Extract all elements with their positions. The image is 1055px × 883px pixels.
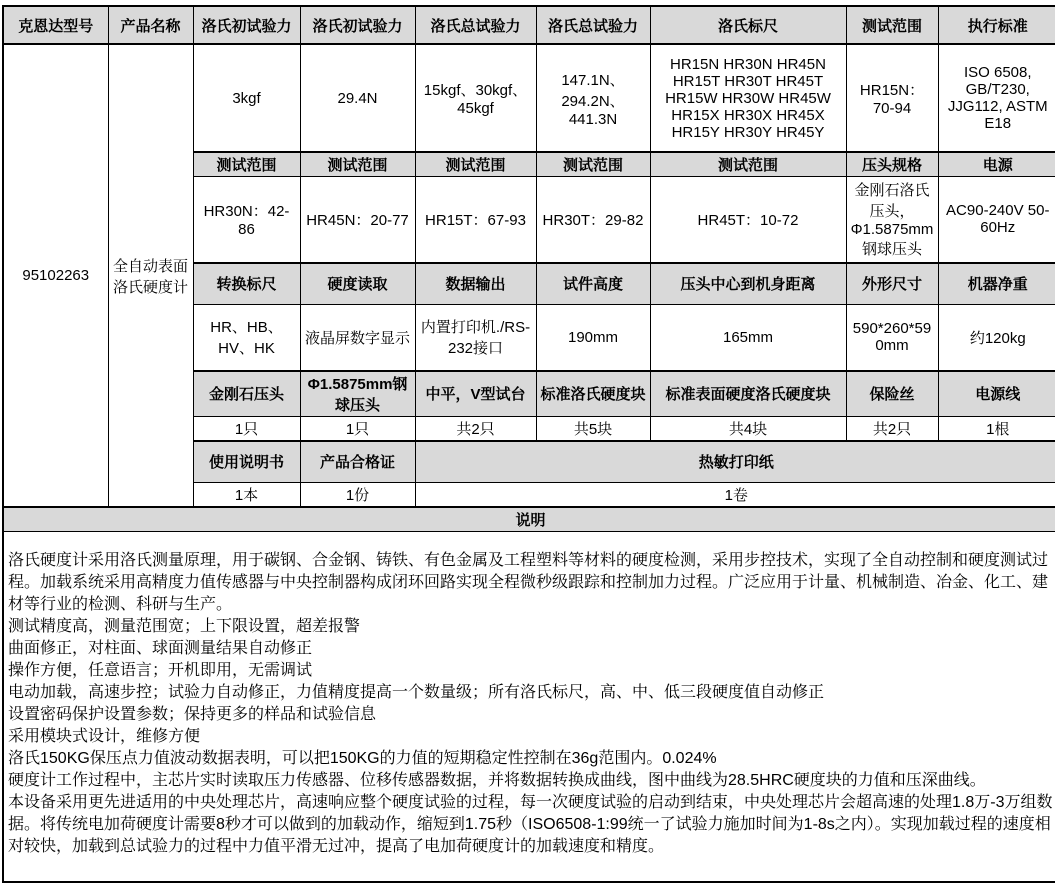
- col-header-initial-force-n: 洛氏初试验力: [300, 6, 415, 44]
- hdr-specimen-height: 试件高度: [536, 263, 650, 305]
- indenter-spec-cell: 金刚石洛氏压头，Φ1.5875mm钢球压头: [846, 177, 938, 263]
- notes-paragraph: 操作方便，任意语言；开机即用，无需调试: [8, 662, 313, 679]
- hdr-user-manual: 使用说明书: [193, 441, 300, 483]
- col-header-standards: 执行标准: [938, 6, 1055, 44]
- power-supply-cell: AC90-240V 50-60Hz: [938, 177, 1055, 263]
- ball-indenter-qty-cell: 1只: [300, 416, 415, 441]
- hdr-hardness-reading: 硬度读取: [300, 263, 415, 305]
- hdr-indenter-spec: 压头规格: [846, 152, 938, 177]
- user-manual-qty-cell: 1本: [193, 483, 300, 508]
- throat-depth-cell: 165mm: [650, 305, 846, 371]
- hdr-power-cord: 电源线: [938, 371, 1055, 417]
- notes-paragraph: 电动加载，高速步控；试验力自动修正，力值精度提高一个数量级；所有洛氏标尺，高、中、低三段硬度值自动修正: [8, 684, 825, 701]
- col-header-total-force-kgf: 洛氏总试验力: [415, 6, 536, 44]
- product-spec-table: [2, 5, 1055, 883]
- net-weight-cell: 约120kg: [938, 305, 1055, 371]
- notes-paragraph: 本设备采用更先进适用的中央处理芯片，高速响应整个硬度试验的过程，每一次硬度试验的启动到结束，中央处理芯片会超高速的处理1.8万-3万组数据。将传统电加荷硬度计需要8秒才可以做到的加载动作，缩短到1.75秒（ISO6508-1:99统一了试验力施加时间为1-8s之内）。实现加载过程的速度相对较快，加载到总试验力的过程中力值平滑无过冲，提高了电加荷硬度计的加载速度和精度。: [8, 794, 1053, 855]
- notes-paragraph: 采用模块式设计，维修方便: [8, 728, 201, 745]
- test-tables-qty-cell: 共2只: [415, 416, 536, 441]
- initial-force-kgf-cell: 3kgf: [193, 44, 300, 152]
- initial-force-n-cell: 29.4N: [300, 44, 415, 152]
- notes-body: [3, 532, 1055, 882]
- range-hr45t-cell: HR45T：10-72: [650, 177, 846, 263]
- hdr-ball-indenter: Φ1.5875mm钢球压头: [300, 371, 415, 417]
- notes-title: 说明: [3, 507, 1055, 532]
- dimensions-cell: 590*260*590mm: [846, 305, 938, 371]
- range-hr15t-cell: HR15T：67-93: [415, 177, 536, 263]
- spec-row-forces: [3, 44, 1055, 152]
- hdr-fuse: 保险丝: [846, 371, 938, 417]
- hdr-diamond-indenter: 金刚石压头: [193, 371, 300, 417]
- notes-title-row: [3, 507, 1055, 532]
- hdr-certificate: 产品合格证: [300, 441, 415, 483]
- total-force-kgf-cell: 15kgf、30kgf、45kgf: [415, 44, 536, 152]
- conversion-scales-cell: HR、HB、HV、HK: [193, 305, 300, 371]
- range-hr30t-cell: HR30T：29-82: [536, 177, 650, 263]
- hdr-dimensions: 外形尺寸: [846, 263, 938, 305]
- power-cord-qty-cell: 1根: [938, 416, 1055, 441]
- notes-paragraph: 曲面修正，对柱面、球面测量结果自动修正: [8, 640, 313, 657]
- total-force-n-cell: 147.1N、294.2N、441.3N: [536, 44, 650, 152]
- data-output-cell: 内置打印机./RS-232接口: [415, 305, 536, 371]
- notes-paragraph: 洛氏硬度计采用洛氏测量原理，用于碳钢、合金钢、铸铁、有色金属及工程塑料等材料的硬度检测，采用步控技术，实现了全自动控制和硬度测试过程。加载系统采用高精度力值传感器与中央控制器构成闭环回路实现全程微秒级跟踪和控制加力过程。广泛应用于计量、机械制造、冶金、化工、建材等行业的检测、科研与生产。: [8, 552, 1049, 613]
- hdr-test-range-1: 测试范围: [193, 152, 300, 177]
- hdr-data-output: 数据输出: [415, 263, 536, 305]
- hdr-conversion-scales: 转换标尺: [193, 263, 300, 305]
- hdr-standard-blocks: 标准洛氏硬度块: [536, 371, 650, 417]
- hdr-test-range-4: 测试范围: [536, 152, 650, 177]
- hdr-power-supply: 电源: [938, 152, 1055, 177]
- thermal-paper-qty-cell: 1卷: [415, 483, 1055, 508]
- model-number-cell: 95102263: [3, 44, 108, 507]
- col-header-initial-force-kgf: 洛氏初试验力: [193, 6, 300, 44]
- column-header-row: [3, 6, 1055, 44]
- col-header-product-name: 产品名称: [108, 6, 193, 44]
- specimen-height-cell: 190mm: [536, 305, 650, 371]
- test-range-hr15n-cell: HR15N：70-94: [846, 44, 938, 152]
- hdr-thermal-paper: 热敏打印纸: [415, 441, 1055, 483]
- hardness-reading-cell: 液晶屏数字显示: [300, 305, 415, 371]
- notes-paragraph: 测试精度高，测量范围宽；上下限设置，超差报警: [8, 618, 361, 635]
- range-hr45n-cell: HR45N：20-77: [300, 177, 415, 263]
- hdr-test-range-3: 测试范围: [415, 152, 536, 177]
- hdr-test-tables: 中平，V型试台: [415, 371, 536, 417]
- hdr-test-range-5: 测试范围: [650, 152, 846, 177]
- range-hr30n-cell: HR30N：42-86: [193, 177, 300, 263]
- diamond-indenter-qty-cell: 1只: [193, 416, 300, 441]
- col-header-model: 克恩达型号: [3, 6, 108, 44]
- hdr-test-range-2: 测试范围: [300, 152, 415, 177]
- product-name-cell: 全自动表面洛氏硬度计: [108, 44, 193, 507]
- hdr-net-weight: 机器净重: [938, 263, 1055, 305]
- notes-paragraph: 洛氏150KG保压点力值波动数据表明，可以把150KG的力值的短期稳定性控制在36g范围内。0.024%: [8, 750, 717, 767]
- col-header-total-force-n: 洛氏总试验力: [536, 6, 650, 44]
- surface-blocks-qty-cell: 共4块: [650, 416, 846, 441]
- notes-row: [3, 532, 1055, 882]
- hdr-throat-depth: 压头中心到机身距离: [650, 263, 846, 305]
- standard-blocks-qty-cell: 共5块: [536, 416, 650, 441]
- standards-cell: ISO 6508, GB/T230, JJG112, ASTM E18: [938, 44, 1055, 152]
- col-header-rockwell-scales: 洛氏标尺: [650, 6, 846, 44]
- notes-paragraph: 硬度计工作过程中，主芯片实时读取压力传感器、位移传感器数据，并将数据转换成曲线，图中曲线为28.5HRC硬度块的力值和压深曲线。: [8, 772, 986, 789]
- col-header-test-range: 测试范围: [846, 6, 938, 44]
- rockwell-scales-cell: HR15N HR30N HR45N HR15T HR30T HR45T HR15W HR30W HR45W HR15X HR30X HR45X HR15Y HR30Y HR45Y: [650, 44, 846, 152]
- fuse-qty-cell: 共2只: [846, 416, 938, 441]
- certificate-qty-cell: 1份: [300, 483, 415, 508]
- hdr-surface-blocks: 标准表面硬度洛氏硬度块: [650, 371, 846, 417]
- notes-paragraph: 设置密码保护设置参数；保持更多的样品和试验信息: [8, 706, 377, 723]
